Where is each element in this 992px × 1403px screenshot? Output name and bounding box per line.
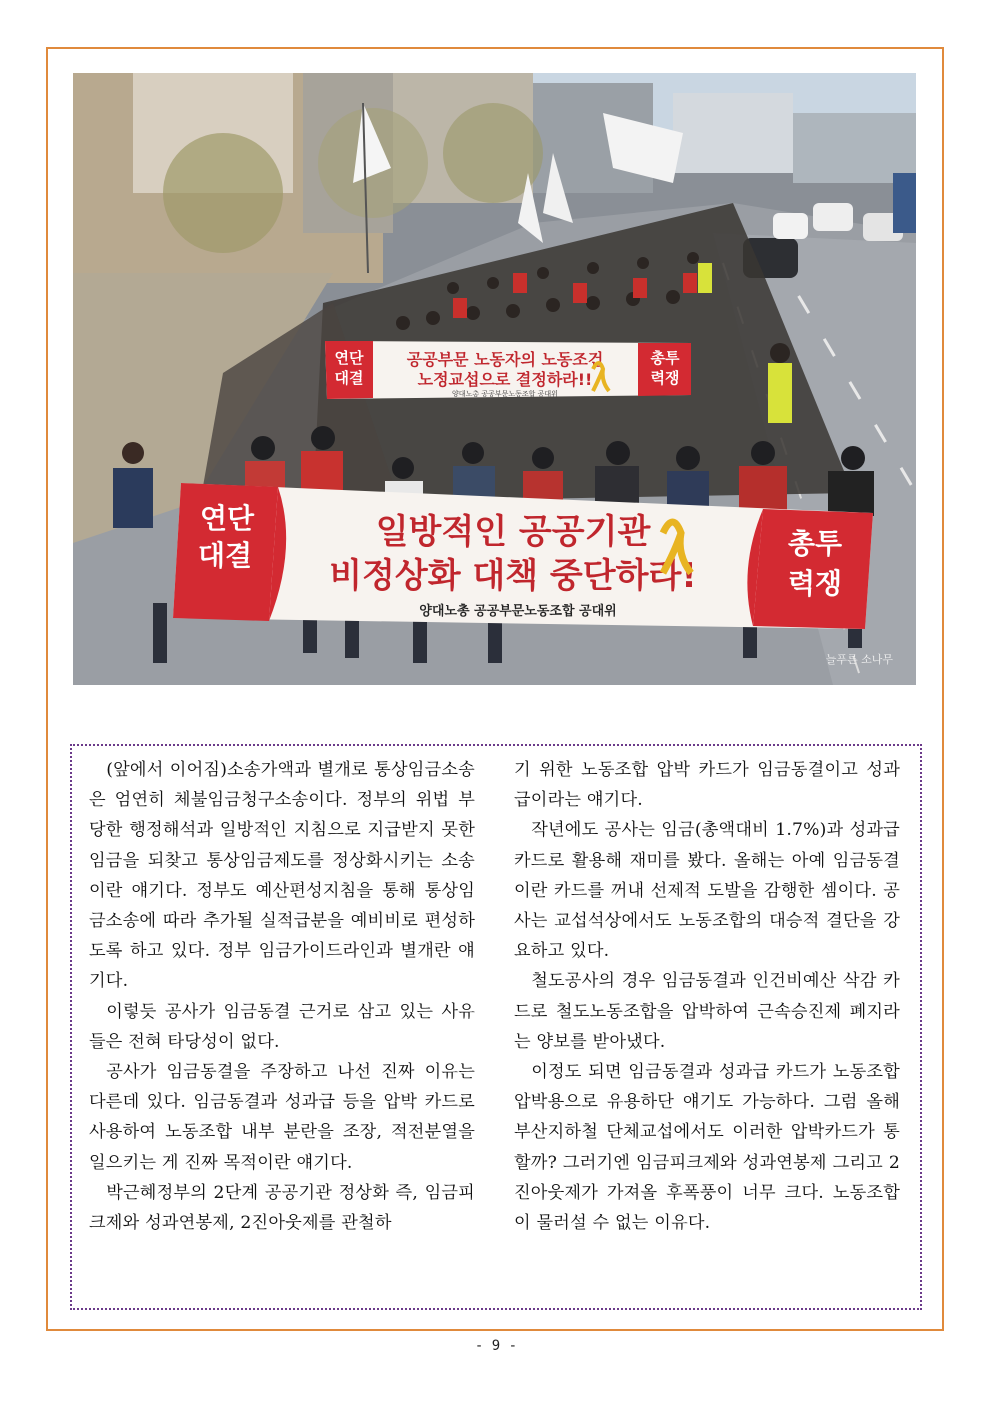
article-box [70,744,922,1310]
article-paragraph: (앞에서 이어짐)소송가액과 별개로 통상임금소송은 엄연히 체불임금청구소송이다. 정부의 위법 부당한 행정해석과 일방적인 지침으로 지급받지 못한 임금을 되찾고 통상임금제도를 정상화시키는 소송이란 얘기다. 정부도 예산편성지침을 통해 통상임금소송에 따라 추가될 실적급분을 예비비로 편성하도록 하고 있다. 정부 임금가이드라인과 별개란 얘기다. [89,760,475,992]
back-banner-left-1: 연단 [334,349,364,367]
front-banner-left-1: 연단 [199,502,255,535]
article-paragraph: 공사가 임금동결을 주장하고 나선 진짜 이유는 다른데 있다. 임금동결과 성과급 등을 압박 카드로 사용하여 노동조합 내부 분란을 조장, 적전분열을 일으키는 게 진짜 목적이란 얘기다. [89,1062,475,1173]
front-banner-right-1: 총투 [787,527,843,560]
back-banner-main-1: 공공부문 노동자의 노동조건 [406,350,604,369]
article-paragraph: 기 위한 노동조합 압박 카드가 임금동결이고 성과급이라는 얘기다. [514,760,900,811]
front-banner-right-2: 력쟁 [787,567,843,600]
front-banner-sub: 양대노총 공공부문노동조합 공대위 [419,604,617,619]
photo-watermark: 늘푸른 소나무 [825,653,893,666]
article-paragraph: 박근혜정부의 2단계 공공기관 정상화 즉, 임금피크제와 성과연봉제, 2진아웃제를 관철하 [89,1182,475,1234]
article-left-column [89,755,475,1238]
article-paragraph: 작년에도 공사는 임금(총액대비 1.7%)과 성과급 카드로 활용해 재미를 봤다. 올해는 아예 임금동결이란 카드를 꺼내 선제적 도발을 감행한 셈이다. 공사는 교섭석상에서도 노동조합의 대승적 결단을 강요하고 있다. [514,820,900,962]
article-paragraph: 이렇듯 공사가 임금동결 근거로 삼고 있는 사유들은 전혀 타당성이 없다. [89,1001,475,1052]
front-banner-left-2: 대결 [197,539,253,572]
front-banner-main-2: 비정상화 대책 중단하라! [329,556,697,596]
back-banner-main-2: 노정교섭으로 결정하라!! [417,370,593,389]
article-paragraph: 이정도 되면 임금동결과 성과급 카드가 노동조합 압박용으로 유용하단 얘기도 가능하다. 그럼 올해 부산지하철 단체교섭에서도 이러한 압박카드가 통할까? 그러기엔 임금피크제와 성과연봉제 그리고 2진아웃제가 가져올 후폭풍이 너무 크다. 노동조합이 물러설 수 없는 이유다. [514,1062,900,1234]
front-banner-main-1: 일방적인 공공기관 [375,512,651,552]
back-banner-right-1: 총투 [650,349,680,367]
back-banner-left-2: 대결 [334,369,364,387]
back-banner-right-2: 력쟁 [650,369,680,387]
protest-photo [73,73,916,685]
article-paragraph: 철도공사의 경우 임금동결과 인건비예산 삭감 카드로 철도노동조합을 압박하여 근속승진제 폐지라는 양보를 받아냈다. [514,971,900,1052]
article-right-column [514,755,900,1238]
page-number: - 9 - [474,1338,518,1354]
back-banner-sub: 양대노총 공공부문노동조합 공대위 [452,390,558,398]
